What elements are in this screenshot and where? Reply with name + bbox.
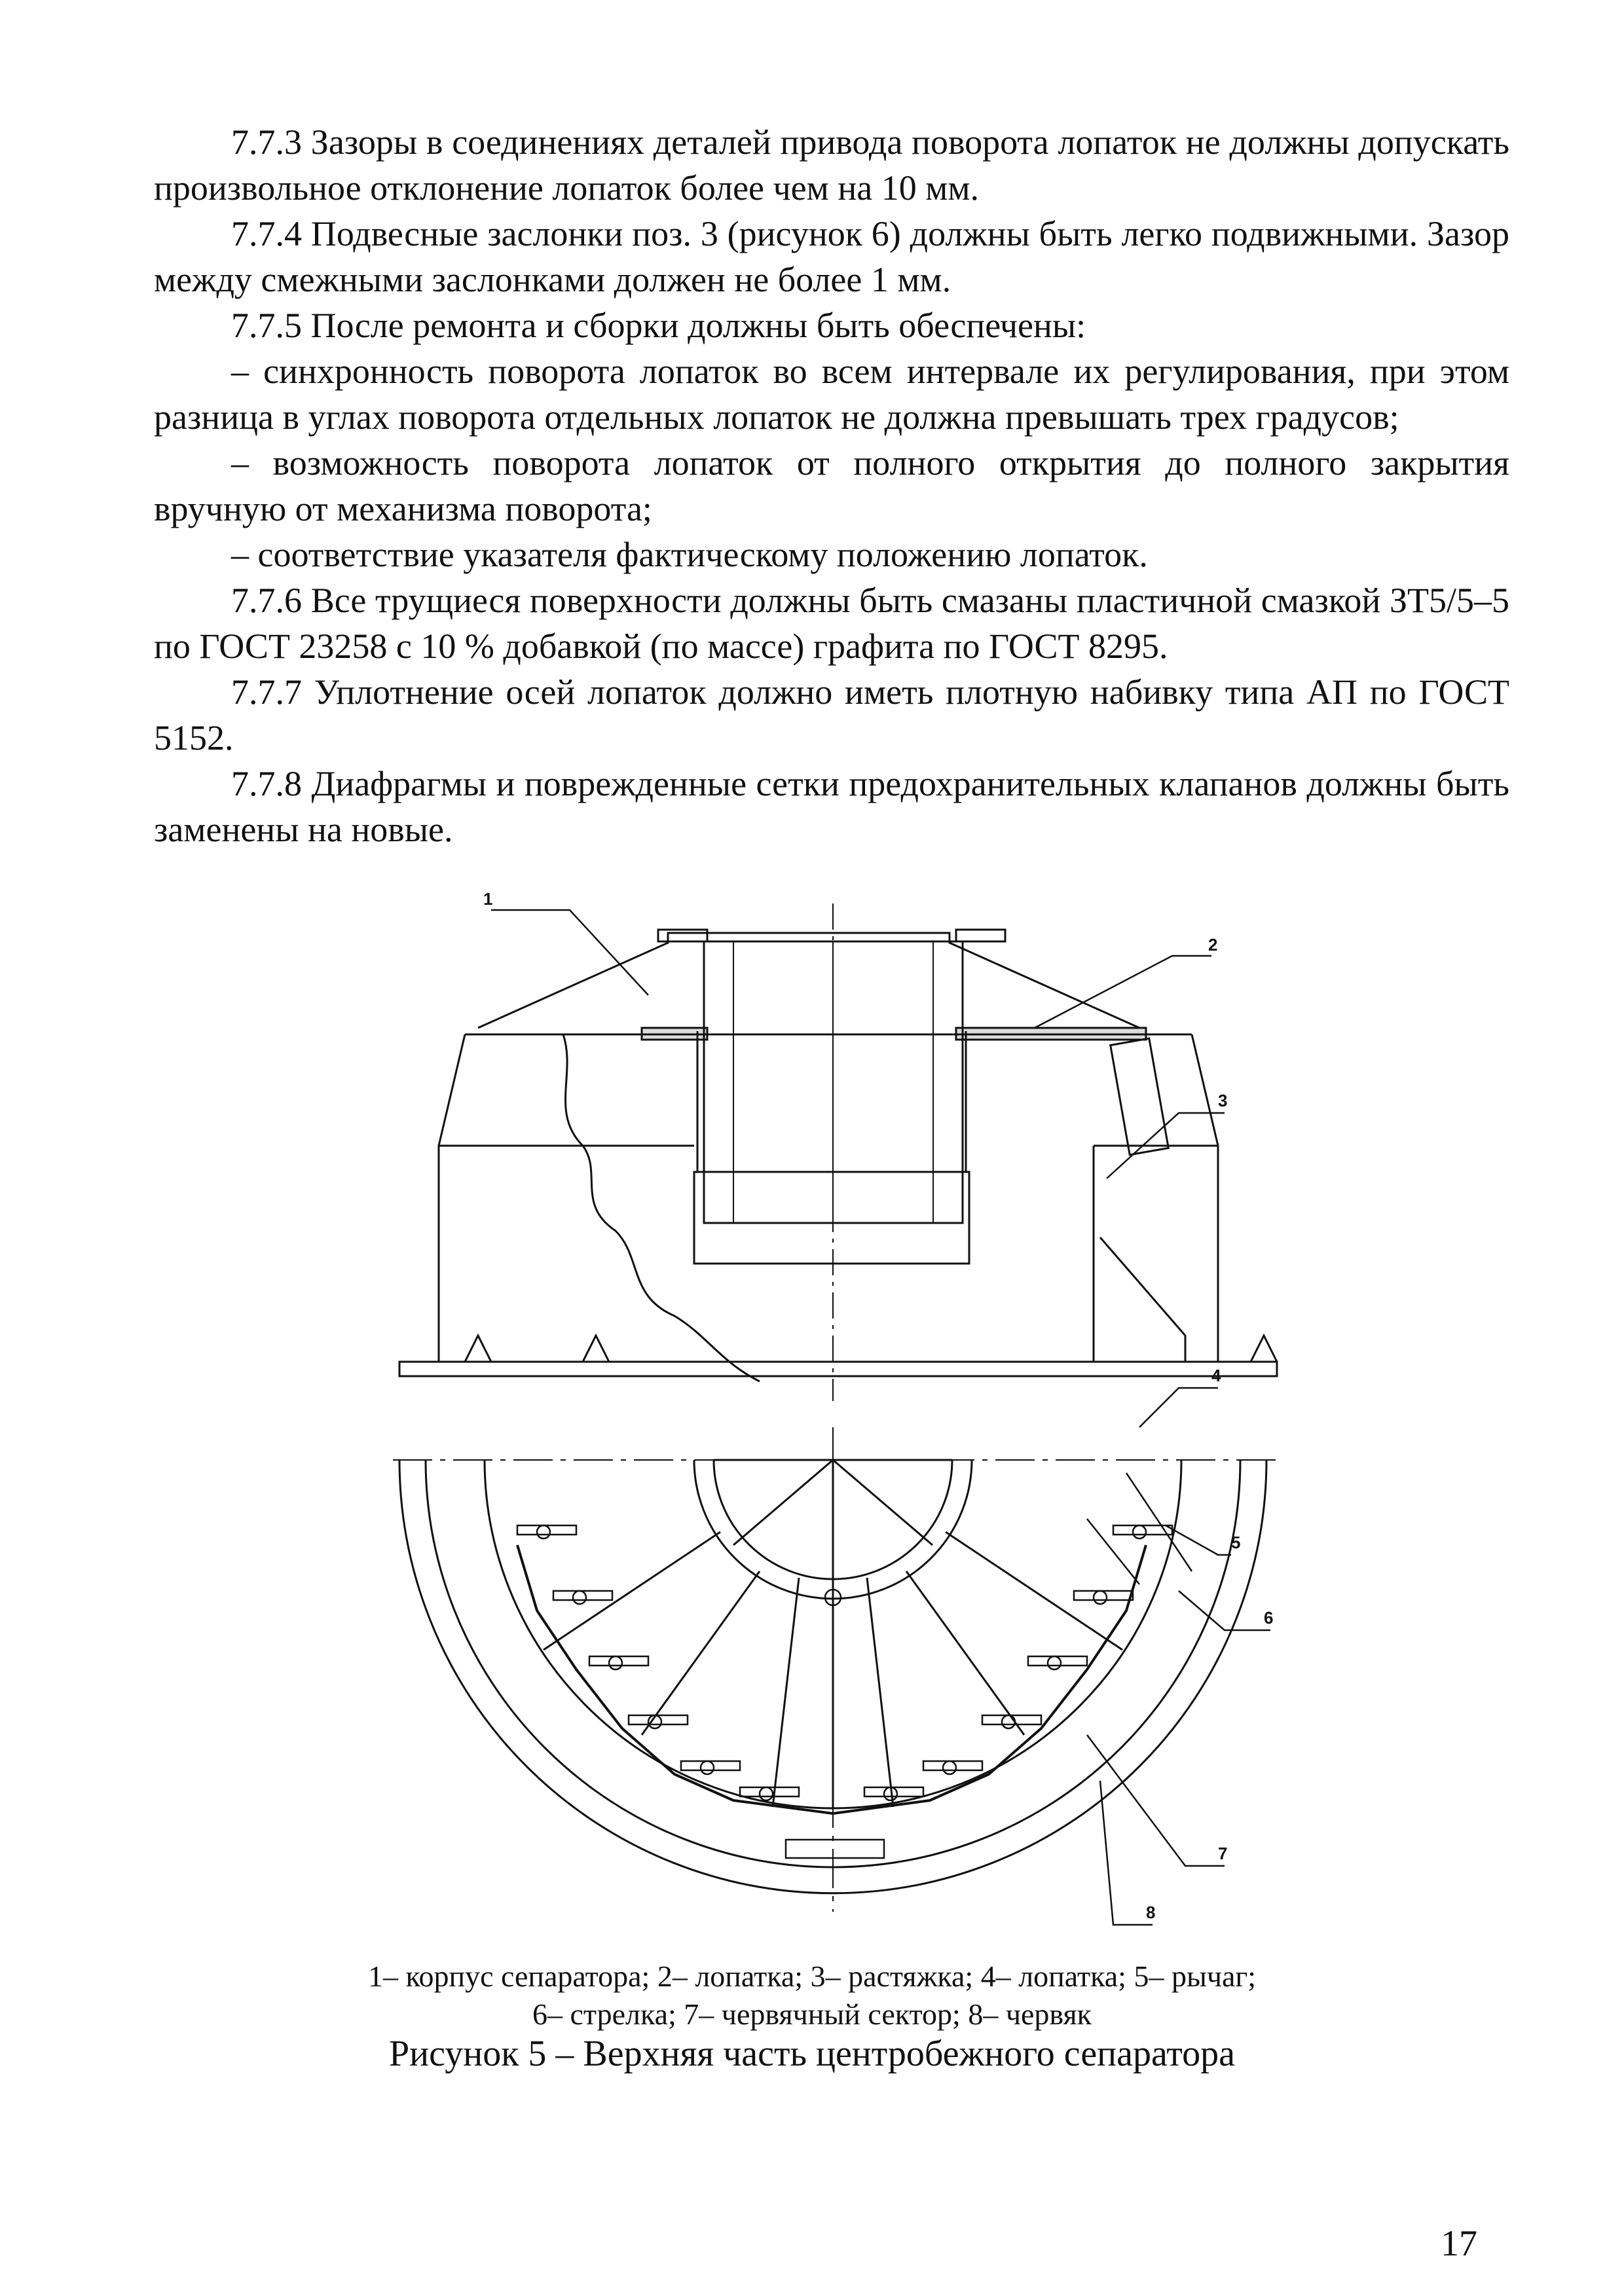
paragraph-7-7-6: 7.7.6 Все трущиеся поверхности должны быть смазаны пластичной смазкой ЗТ5/5–5 по ГОСТ 23258 с 10 % добавкой (по массе) графита по ГОСТ 8295. [154,581,1509,666]
list-item-synchronicity: – синхронность поворота лопаток во всем интервале их регулирования, при этом разница в углах поворота отдельных лопаток не должна превышать трех градусов; [154,352,1509,437]
callout-5: 5 [1231,1533,1241,1552]
separator-drawing [367,864,1297,1951]
figure-legend-line-1: 1– корпус сепаратора; 2– лопатка; 3– растяжка; 4– лопатка; 5– рычаг; [367,1959,1257,1993]
leader-lines-bottom [1087,1525,1270,1925]
leader-lines-top [491,910,1228,1427]
body-text [154,119,1509,852]
side-view [399,903,1277,1401]
callout-6: 6 [1264,1608,1274,1628]
callout-4: 4 [1211,1366,1221,1385]
callout-7: 7 [1218,1844,1228,1863]
paragraph-7-7-7: 7.7.7 Уплотнение осей лопаток должно иметь плотную набивку типа АП по ГОСТ 5152. [154,672,1509,757]
blade-levers [517,1473,1192,1858]
callout-1: 1 [483,889,493,909]
callout-2: 2 [1208,935,1218,955]
figure-legend-line-2: 6– стрелка; 7– червячный сектор; 8– червяк [532,1997,1092,2031]
figure-title: Рисунок 5 – Верхняя часть центробежного сепаратора [389,2033,1235,2074]
list-item-manual-rotation: – возможность поворота лопаток от полного открытия до полного закрытия вручную от механизма поворота; [154,443,1509,528]
paragraph-7-7-8: 7.7.8 Диафрагмы и поврежденные сетки предохранительных клапанов должны быть заменены на новые. [154,764,1509,849]
callout-3: 3 [1218,1091,1228,1110]
figure-legend [0,1958,1624,2033]
list-item-indicator: – соответствие указателя фактическому положению лопаток. [231,535,1148,574]
page-number: 17 [1441,2223,1477,2264]
paragraph-7-7-4: 7.7.4 Подвесные заслонки поз. 3 (рисунок 6) должны быть легко подвижными. Зазор между смежными заслонками должен не более 1 мм. [154,214,1509,299]
paragraph-7-7-3: 7.7.3 Зазоры в соединениях деталей привода поворота лопаток не должны допускать произвольное отклонение лопаток более чем на 10 мм. [154,122,1509,208]
paragraph-7-7-5: 7.7.5 После ремонта и сборки должны быть обеспечены: [231,306,1086,345]
callout-8: 8 [1146,1903,1156,1922]
